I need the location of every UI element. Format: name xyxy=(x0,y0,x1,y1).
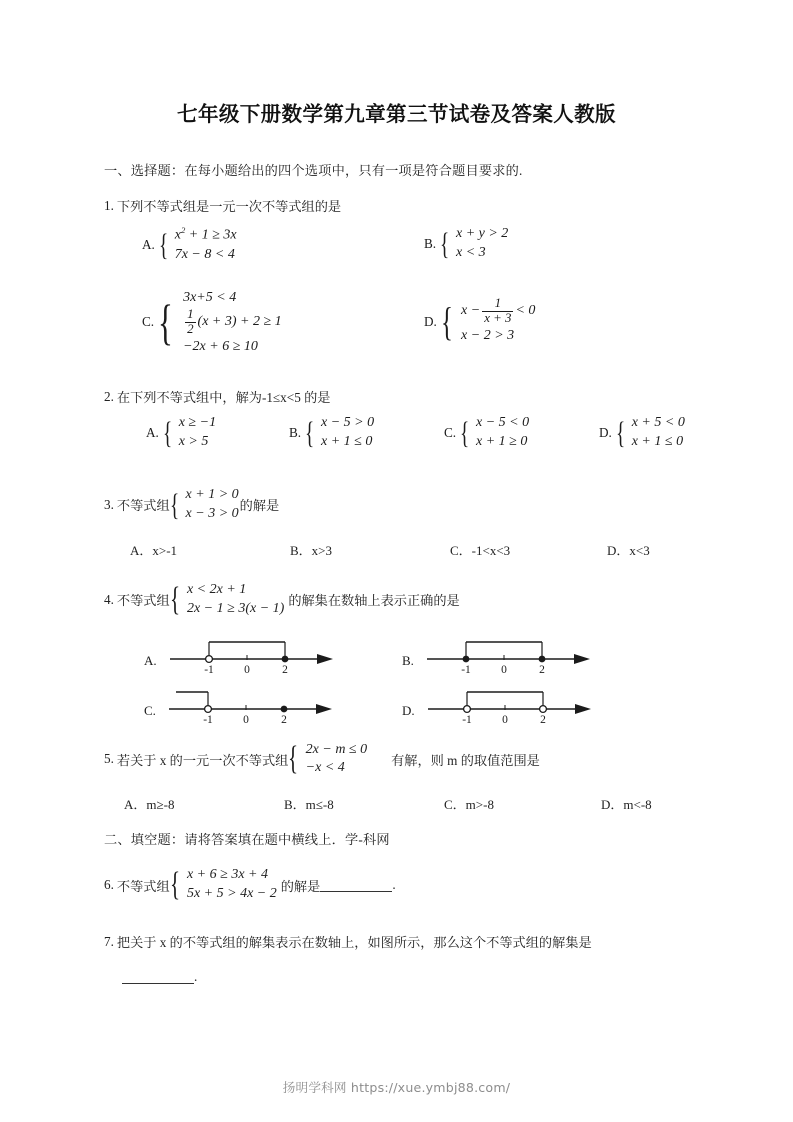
option-1a-label: A. xyxy=(142,236,155,252)
brace-icon: { xyxy=(615,415,626,451)
choice-5b[interactable]: B．m≤-8 xyxy=(284,797,334,813)
question-6-answer-blank[interactable] xyxy=(320,879,392,892)
choice-5c[interactable]: C．m>-8 xyxy=(444,797,494,813)
choice-3d[interactable]: D．x<3 xyxy=(607,542,650,558)
question-6-number: 6. xyxy=(104,877,114,893)
question-5-row-2: −x < 4 xyxy=(305,760,345,776)
question-7-blank-row xyxy=(122,969,704,985)
brace-icon: { xyxy=(288,740,299,778)
option-2d[interactable] xyxy=(599,414,685,452)
figure-4a[interactable] xyxy=(144,633,402,675)
option-2b-row-1: x − 5 > 0 xyxy=(320,415,375,430)
question-1-options-cd xyxy=(104,287,704,379)
question-1-number: 1. xyxy=(104,197,114,213)
option-2a-row-1: x ≥ −1 xyxy=(178,415,217,430)
option-2d-label: D. xyxy=(599,424,612,440)
option-1d-row-2: x − 2 > 3 xyxy=(461,328,515,344)
number-line-d xyxy=(423,683,598,725)
svg-text:0: 0 xyxy=(243,663,250,675)
figure-4b-label: B. xyxy=(402,652,414,668)
option-2d-row-1: x + 5 < 0 xyxy=(631,415,685,430)
figure-4d-label: D. xyxy=(402,702,415,718)
svg-text:-1: -1 xyxy=(461,713,472,725)
svg-text:0: 0 xyxy=(501,663,507,675)
option-1c-row-1: 3x+5 < 4 xyxy=(183,290,237,305)
option-1b[interactable] xyxy=(424,225,508,263)
brace-icon: { xyxy=(460,415,470,451)
question-6-text-pre: 不等式组 xyxy=(116,878,170,894)
question-5-choices xyxy=(124,794,704,813)
brace-icon: { xyxy=(440,226,450,262)
brace-icon: { xyxy=(169,866,180,904)
question-2-text: 在下列不等式组中，解为-1≤x<5 的是 xyxy=(116,390,331,405)
option-1c[interactable] xyxy=(142,287,282,357)
question-4-figures-cd xyxy=(144,683,704,725)
question-3-row-1: x + 1 > 0 xyxy=(185,487,239,502)
svg-text:2: 2 xyxy=(539,663,545,675)
brace-icon: { xyxy=(158,227,169,263)
question-7-period: . xyxy=(194,969,198,985)
svg-text:0: 0 xyxy=(501,713,508,725)
question-6-row-1: x + 6 ≥ 3x + 4 xyxy=(186,867,268,883)
question-3-number: 3. xyxy=(104,496,114,512)
option-2a-row-2: x > 5 xyxy=(178,433,209,449)
figure-4c-label: C. xyxy=(144,702,156,718)
choice-3a[interactable]: A．x>-1 xyxy=(130,542,178,558)
option-1a[interactable] xyxy=(142,225,237,264)
choice-3c[interactable]: C．-1<x<3 xyxy=(450,542,511,558)
option-1c-row-3: −2x + 6 ≥ 10 xyxy=(183,339,258,355)
section-heading-choice: 一、选择题：在每小题给出的四个选项中，只有一项是符合题目要求的. xyxy=(104,163,523,178)
page-title: 七年级下册数学第九章第三节试卷及答案人教版 xyxy=(177,104,616,126)
choice-5a[interactable]: A．m≥-8 xyxy=(124,797,175,813)
option-1b-label: B. xyxy=(424,235,437,251)
question-1-options-ab xyxy=(104,225,704,287)
option-1b-row-1: x + y > 2 xyxy=(455,226,509,241)
svg-text:-1: -1 xyxy=(203,663,214,675)
question-5-number: 5. xyxy=(104,751,114,767)
question-6-text-post: 的解是 xyxy=(280,878,321,894)
brace-icon: { xyxy=(305,415,315,451)
svg-text:2: 2 xyxy=(539,713,546,725)
question-2-number: 2. xyxy=(104,388,114,404)
brace-icon: { xyxy=(158,294,173,351)
option-2c-label: C. xyxy=(444,424,457,440)
question-7-text: 把关于 x 的不等式组的解集表示在数轴上，如图所示，那么这个不等式组的解集是 xyxy=(116,935,592,951)
option-1d[interactable] xyxy=(424,297,535,347)
option-1c-row-2: $\frac{1}{2}$ (x + 3) + 2 ≥ 1 xyxy=(187,307,282,336)
svg-text:-1: -1 xyxy=(203,713,213,725)
question-1-text: 下列不等式组是一元一次不等式组的是 xyxy=(116,199,342,214)
number-line-b xyxy=(422,633,597,675)
question-4-text-pre: 不等式组 xyxy=(116,593,170,609)
option-1d-label: D. xyxy=(424,314,437,330)
figure-4b[interactable] xyxy=(402,633,597,675)
question-2-options xyxy=(104,414,704,472)
question-6-row-2: 5x + 5 > 4x − 2 xyxy=(186,886,277,902)
question-7-number: 7. xyxy=(104,933,114,949)
exam-body xyxy=(104,160,704,985)
svg-text:-1: -1 xyxy=(461,663,471,675)
number-line-c xyxy=(164,683,339,725)
brace-icon: { xyxy=(440,299,453,345)
question-4-text-post: 的解集在数轴上表示正确的是 xyxy=(288,593,460,609)
figure-4c[interactable] xyxy=(144,683,402,725)
question-4-row-2: 2x − 1 ≥ 3(x − 1) xyxy=(186,600,285,616)
svg-text:2: 2 xyxy=(281,663,288,675)
question-5-text-pre: 若关于 x 的一元一次不等式组 xyxy=(116,752,289,768)
choice-3b[interactable]: B．x>3 xyxy=(290,542,333,558)
question-3-text-post: 的解是 xyxy=(239,498,280,514)
question-4-number: 4. xyxy=(104,591,114,607)
svg-text:2: 2 xyxy=(281,713,287,725)
figure-4d[interactable] xyxy=(402,683,598,725)
brace-icon: { xyxy=(162,415,173,451)
question-5-stem xyxy=(104,741,704,779)
question-6-period: . xyxy=(392,877,396,893)
option-2b[interactable] xyxy=(289,414,374,452)
option-1a-row-2: 7x − 8 < 4 xyxy=(174,246,235,262)
option-2b-label: B. xyxy=(289,424,302,440)
option-2c-row-2: x + 1 ≥ 0 xyxy=(475,433,528,449)
question-7-answer-blank[interactable] xyxy=(122,971,194,984)
svg-text:0: 0 xyxy=(243,713,249,725)
question-6-stem xyxy=(104,866,704,904)
site-watermark: 扬明学科网 https://xue.ymbj88.com/ xyxy=(282,1080,511,1095)
option-2c-row-1: x − 5 < 0 xyxy=(475,415,530,430)
option-2a-label: A. xyxy=(146,424,159,440)
option-2b-row-2: x + 1 ≤ 0 xyxy=(320,433,373,449)
question-1-stem xyxy=(104,196,704,215)
question-4-row-1: x < 2x + 1 xyxy=(186,581,247,597)
question-3-row-2: x − 3 > 0 xyxy=(185,505,239,521)
option-1d-row-1: x − $\frac{1}{x + 3}$ < 0 xyxy=(461,296,536,325)
question-2-stem xyxy=(104,387,704,406)
question-3-choices xyxy=(130,540,704,559)
option-1b-row-2: x < 3 xyxy=(455,244,486,260)
question-3-stem xyxy=(104,486,704,524)
option-2a[interactable] xyxy=(146,414,216,452)
section-heading-blank: 二、填空题：请将答案填在题中横线上．学-科网 xyxy=(104,832,390,848)
choice-5d[interactable]: D．m<-8 xyxy=(601,797,652,813)
question-4-stem xyxy=(104,581,704,619)
option-2c[interactable] xyxy=(444,414,529,452)
question-7-stem xyxy=(104,932,704,951)
brace-icon: { xyxy=(169,487,179,523)
question-4-figures-ab xyxy=(144,633,704,675)
option-2d-row-2: x + 1 ≤ 0 xyxy=(631,433,684,449)
question-5-row-1: 2x − m ≤ 0 xyxy=(305,741,368,757)
question-3-text-pre: 不等式组 xyxy=(116,498,170,514)
option-1c-label: C. xyxy=(142,314,155,330)
question-5-text-post: 有解，则 m 的取值范围是 xyxy=(391,752,540,768)
number-line-a xyxy=(165,633,340,675)
brace-icon: { xyxy=(169,580,180,618)
option-1a-row-1: $x^2 + 1 \ge 3x$ xyxy=(174,225,237,243)
figure-4a-label: A. xyxy=(144,652,157,668)
